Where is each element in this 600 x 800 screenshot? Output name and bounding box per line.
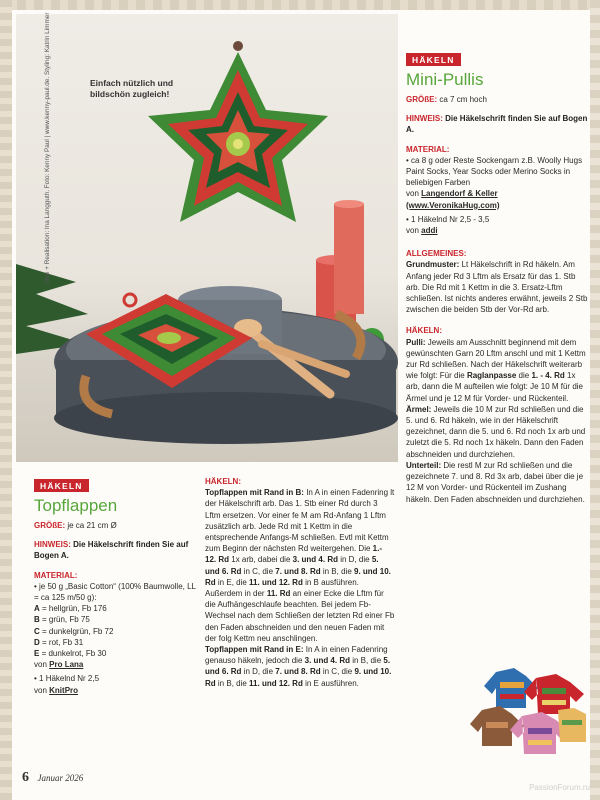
material-heading: MATERIAL: [406, 144, 450, 154]
topflappen-instructions [205, 476, 395, 689]
body-text: Unterteil: Die restl M zur Rd schließen und die gezeichnete 7. und 8. Rd 3x arb, dabei über die je 12 M von Vorder- und Rückenteil im Zushang häkeln. Den Faden abschneiden und durchziehen. [406, 460, 585, 504]
material-item: • ca 8 g oder Reste Sockengarn z.B. Woolly Hugs Paint Socks, Year Socks oder Merino Socks in beliebigen Farben von Langendorf & Keller (www.VeronikaHug.com) [406, 155, 583, 210]
photo-caption: Einfach nützlich und bildschön zugleich! [90, 78, 174, 99]
section-title: Topflappen [34, 496, 118, 515]
sweater-icon [558, 708, 586, 742]
page-number: 6 [22, 770, 29, 785]
section-title: Mini-Pullis [406, 70, 484, 89]
color-list [34, 603, 200, 659]
material-brand: von Pro Lana [34, 660, 84, 670]
color-item: A = hellgrün, Fb 176 [34, 604, 107, 614]
size-line: GRÖßE: ca 7 cm hoch [406, 95, 487, 104]
photo-credits: Idee + Realisation: Ina Langguth. Foto: Kenny Paul | www.kenny-paul.de. Styling: Katrin Limmer [44, 12, 51, 284]
note-line: HINWEIS: Die Häkelschrift finden Sie auf Bogen A. [34, 540, 189, 561]
color-item: D = rot, Fb 31 [34, 637, 84, 647]
color-item: E = dunkelrot, Fb 30 [34, 649, 107, 659]
material-item: • 1 Häkelnd Nr 2,5 - 3,5 von addi [406, 214, 490, 236]
page-footer [22, 770, 83, 786]
general-text: Grundmuster: Lt Häkelschrift in Rd häkeln. Am Anfang jeder Rd 3 Lftm als Ersatz für das 1. Stb arb. Die Rd mit 1 Kettm in die 3. Ersatz-Lftm schließen. Ist nichts anderes erwähnt, jeweils 2 Stb zwischen die beiden Stb der Vor-Rd arb. [406, 260, 588, 315]
material-item: • je 50 g „Basic Cotton“ (100% Baumwolle, LL = ca 125 m/50 g): [34, 581, 196, 603]
torn-edge-left [0, 0, 12, 800]
size-line: GRÖßE: je ca 21 cm Ø [34, 521, 117, 530]
sweater-icon [524, 674, 584, 714]
note-line: HINWEIS: Die Häkelschrift finden Sie auf Bogen A. [406, 114, 588, 135]
issue-date: Januar 2026 [37, 773, 84, 783]
sleeve-text: Ärmel: Jeweils die 10 M zur Rd schließen und die 5. und 6. Rd häkeln, wie in der Häkelschrift gezeichnet, dann die 5. und 6. Rd noch 1x arb und zuletzt die 5. Rd noch 1x häkeln. Dann den Faden abschneiden und durchziehen. [406, 404, 586, 459]
mini-sweaters-photo [466, 664, 596, 764]
section-badge: HÄKELN [34, 479, 89, 492]
section-badge: HÄKELN [406, 53, 461, 66]
instructions-e: Topflappen mit Rand in E: In A in einen Fadenring genauso häkeln, jedoch die 3. und 4. Rd in B, die 5. und 6. Rd in D, die 7. und 8. Rd in C, die 9. und 10. Rd in B, die 11. und 12. Rd in E ausführen. [205, 645, 392, 688]
material-item: • 1 Häkelnd Nr 2,5 von KnitPro [34, 674, 100, 695]
instructions-b: Topflappen mit Rand in B: In A in einen Fadenring lt der Häkelschrift arb. Das 1. Stb einer Rd durch 3 Lftm ersetzen. Vor einer fe M am Rd-Anfang 1 Lftm zusätzlich arb. Jede Rd mit 1 Kettm in die entsprechende Anfangs-M schließen. Evtl mit Kettm zum Beginn der nächsten Rd weitergehen. Die 1.- 12. Rd 1x arb, dabei die 3. und 4. Rd in D, die 5. und 6. Rd in C, die 7. und 8. Rd in B, die 9. und 10. Rd in E, die 11. und 12. Rd in B ausführen. Außerdem in der 11. Rd an einer Ecke die Lftm für die Aufhängeschlaufe beachten. Bei jedem Fb-Wechsel nach dem Schließen der letzten Rd einer Fb den Faden abschneiden und den neuen Faden mit der folg Kettm neu anschlingen. [205, 488, 395, 643]
material-heading: MATERIAL: [34, 570, 78, 580]
topflappen-column [34, 476, 200, 696]
pulli-text: Pulli: Jeweils am Ausschnitt beginnend mit dem gewünschten Garn 20 Lftm anschl und mit 1 Kettm zur Rd schließen. Nach der Häkelschrift weiterarb wie folgt: Für die Raglanpasse die 1. - 4. Rd 1x arb, dann die M aufteilen wie folgt: Je 10 M für die Ärmel und je 12 M für Vorder- und Rückenteil. [406, 337, 586, 403]
torn-edge-top [0, 0, 600, 10]
crochet-heading: HÄKELN: [406, 326, 442, 336]
color-item: C = dunkelgrün, Fb 72 [34, 626, 114, 636]
crochet-heading: HÄKELN: [205, 477, 241, 486]
general-heading: ALLGEMEINES: [406, 249, 467, 259]
watermark: PassionForum.ru [529, 783, 590, 792]
color-item: B = grün, Fb 75 [34, 615, 90, 625]
mini-pullis-column [406, 50, 590, 505]
